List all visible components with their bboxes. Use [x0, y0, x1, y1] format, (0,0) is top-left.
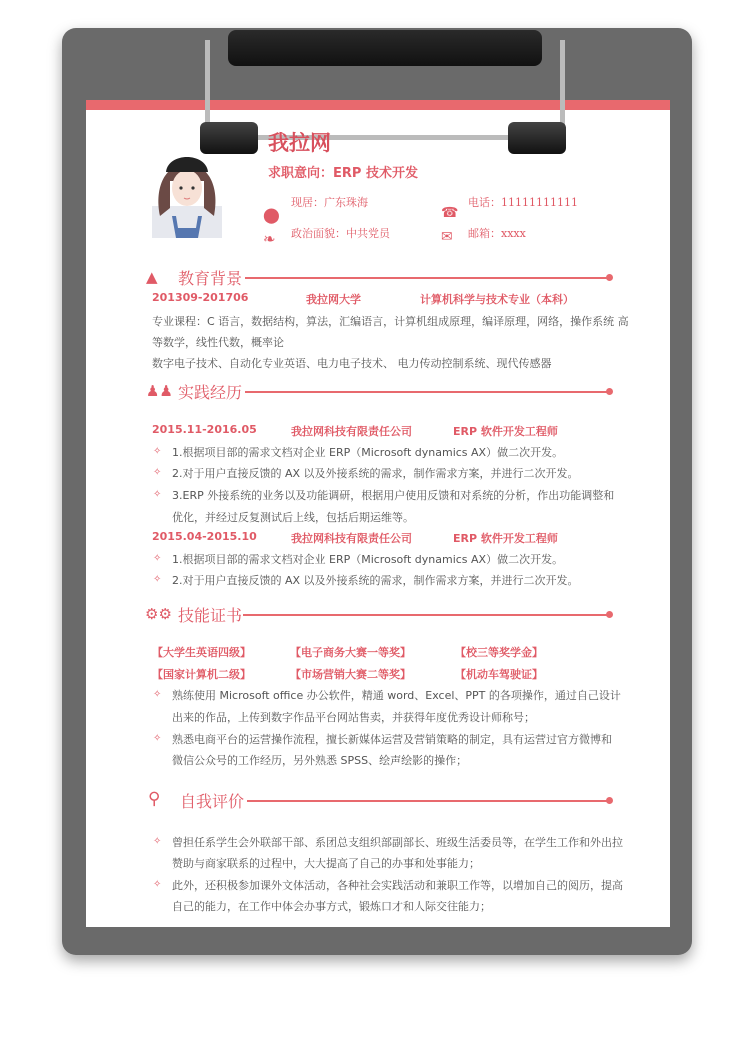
political-status: 政治面貌：中共党员	[291, 227, 390, 240]
skill-line: 出来的作品，上传到数字作品平台网站售卖，并获得年度优秀设计师称号；	[172, 711, 535, 724]
clip-top	[228, 30, 542, 66]
diamond-bullet-icon: ✧	[153, 446, 162, 457]
certificate: 【市场营销大赛二等奖】	[290, 668, 411, 681]
self-line: 自己的能力，在工作中体会办事方式，锻炼口才和人际交往能力；	[172, 900, 491, 913]
certificate: 【大学生英语四级】	[152, 646, 251, 659]
edu-line: 等数学，线性代数，概率论	[152, 336, 284, 349]
job-bullet: 1.根据项目部的需求文档对企业 ERP（Microsoft dynamics AX）做二次开发。	[172, 446, 564, 459]
section-title-practice: 实践经历	[178, 383, 243, 402]
diamond-bullet-icon: ✧	[153, 689, 162, 700]
skill-line: 熟练使用 Microsoft office 办公软件，精通 word、Excel、PPT 的各项操作，通过自己设计	[172, 689, 621, 702]
clip-foot-right	[508, 122, 566, 154]
certificate: 【校三等奖学金】	[455, 646, 543, 659]
job-role: ERP 软件开发工程师	[453, 425, 558, 438]
diamond-bullet-icon: ✧	[153, 836, 162, 847]
self-line: 曾担任系学生会外联部干部、系团总支组织部副部长、班级生活委员等，在学生工作和外出拉	[172, 836, 623, 849]
section-divider	[245, 391, 610, 393]
email: 邮箱：xxxx	[468, 227, 526, 240]
skill-line: 熟悉电商平台的运营操作流程，擅长新媒体运营及营销策略的制定，具有运营过官方微博和	[172, 733, 612, 746]
section-title-skills: 技能证书	[178, 606, 243, 625]
section-title-education: 教育背景	[178, 269, 243, 288]
self-line: 赞助与商家联系的过程中，大大提高了自己的办事和处事能力；	[172, 857, 480, 870]
phone: 电话：11111111111	[468, 196, 578, 209]
diamond-bullet-icon: ✧	[153, 574, 162, 585]
job-bullet: 2.对于用户直接反馈的 AX 以及外接系统的需求，制作需求方案，并进行二次开发。	[172, 467, 579, 480]
graduation-cap-icon: ▲	[146, 268, 158, 286]
diamond-bullet-icon: ✧	[153, 467, 162, 478]
edu-line: 数字电子技术、自动化专业英语、电力电子技术、 电力传动控制系统、现代传感器	[152, 357, 552, 370]
magnifier-icon: ⚲	[148, 789, 161, 809]
gears-icon: ⚙⚙	[145, 605, 172, 623]
diamond-bullet-icon: ✧	[153, 879, 162, 890]
location-pin-icon: ⬤	[263, 206, 280, 224]
section-divider	[245, 277, 610, 279]
edu-school: 我拉网大学	[306, 293, 361, 306]
skill-line: 微信公众号的工作经历，另外熟悉 SPSS、绘声绘影的操作；	[172, 754, 468, 767]
name: 我拉网	[268, 131, 331, 155]
edu-date: 201309-201706	[152, 291, 249, 304]
job-bullet: 3.ERP 外接系统的业务以及功能调研，根据用户使用反馈和对系统的分析，作出功能调整和	[172, 489, 615, 502]
job-bullet: 2.对于用户直接反馈的 AX 以及外接系统的需求，制作需求方案，并进行二次开发。	[172, 574, 579, 587]
diamond-bullet-icon: ✧	[153, 489, 162, 500]
job-company: 我拉网科技有限责任公司	[291, 425, 412, 438]
diamond-bullet-icon: ✧	[153, 553, 162, 564]
residence: 现居：广东珠海	[291, 196, 368, 209]
section-divider	[243, 614, 610, 616]
edu-line: 专业课程：C 语言，数据结构，算法，汇编语言，计算机组成原理，编译原理，网络，操作系统 高	[152, 315, 629, 328]
job-objective: 求职意向：ERP 技术开发	[268, 166, 418, 181]
job-bullet: 1.根据项目部的需求文档对企业 ERP（Microsoft dynamics AX）做二次开发。	[172, 553, 564, 566]
certificate: 【电子商务大赛一等奖】	[290, 646, 411, 659]
section-title-self: 自我评价	[180, 792, 245, 811]
divider-dot	[606, 611, 613, 618]
self-line: 此外，还积极参加课外文体活动，各种社会实践活动和兼职工作等，以增加自己的阅历，提高	[172, 879, 623, 892]
job-date: 2015.11-2016.05	[152, 423, 257, 436]
job-date: 2015.04-2015.10	[152, 530, 257, 543]
divider-dot	[606, 797, 613, 804]
certificate: 【机动车驾驶证】	[455, 668, 543, 681]
leaf-icon: ❧	[263, 230, 276, 248]
job-bullet-continued: 优化，并经过反复测试后上线，包括后期运维等。	[172, 511, 414, 524]
diamond-bullet-icon: ✧	[153, 733, 162, 744]
job-role: ERP 软件开发工程师	[453, 532, 558, 545]
telephone-icon: ☎	[441, 205, 459, 221]
section-divider	[247, 800, 610, 802]
people-icon: ♟♟	[146, 382, 173, 400]
envelope-icon: ✉	[441, 229, 453, 245]
divider-dot	[606, 388, 613, 395]
avatar	[152, 146, 222, 238]
divider-dot	[606, 274, 613, 281]
edu-major: 计算机科学与技术专业（本科）	[420, 293, 574, 306]
job-company: 我拉网科技有限责任公司	[291, 532, 412, 545]
certificate: 【国家计算机二级】	[152, 668, 251, 681]
